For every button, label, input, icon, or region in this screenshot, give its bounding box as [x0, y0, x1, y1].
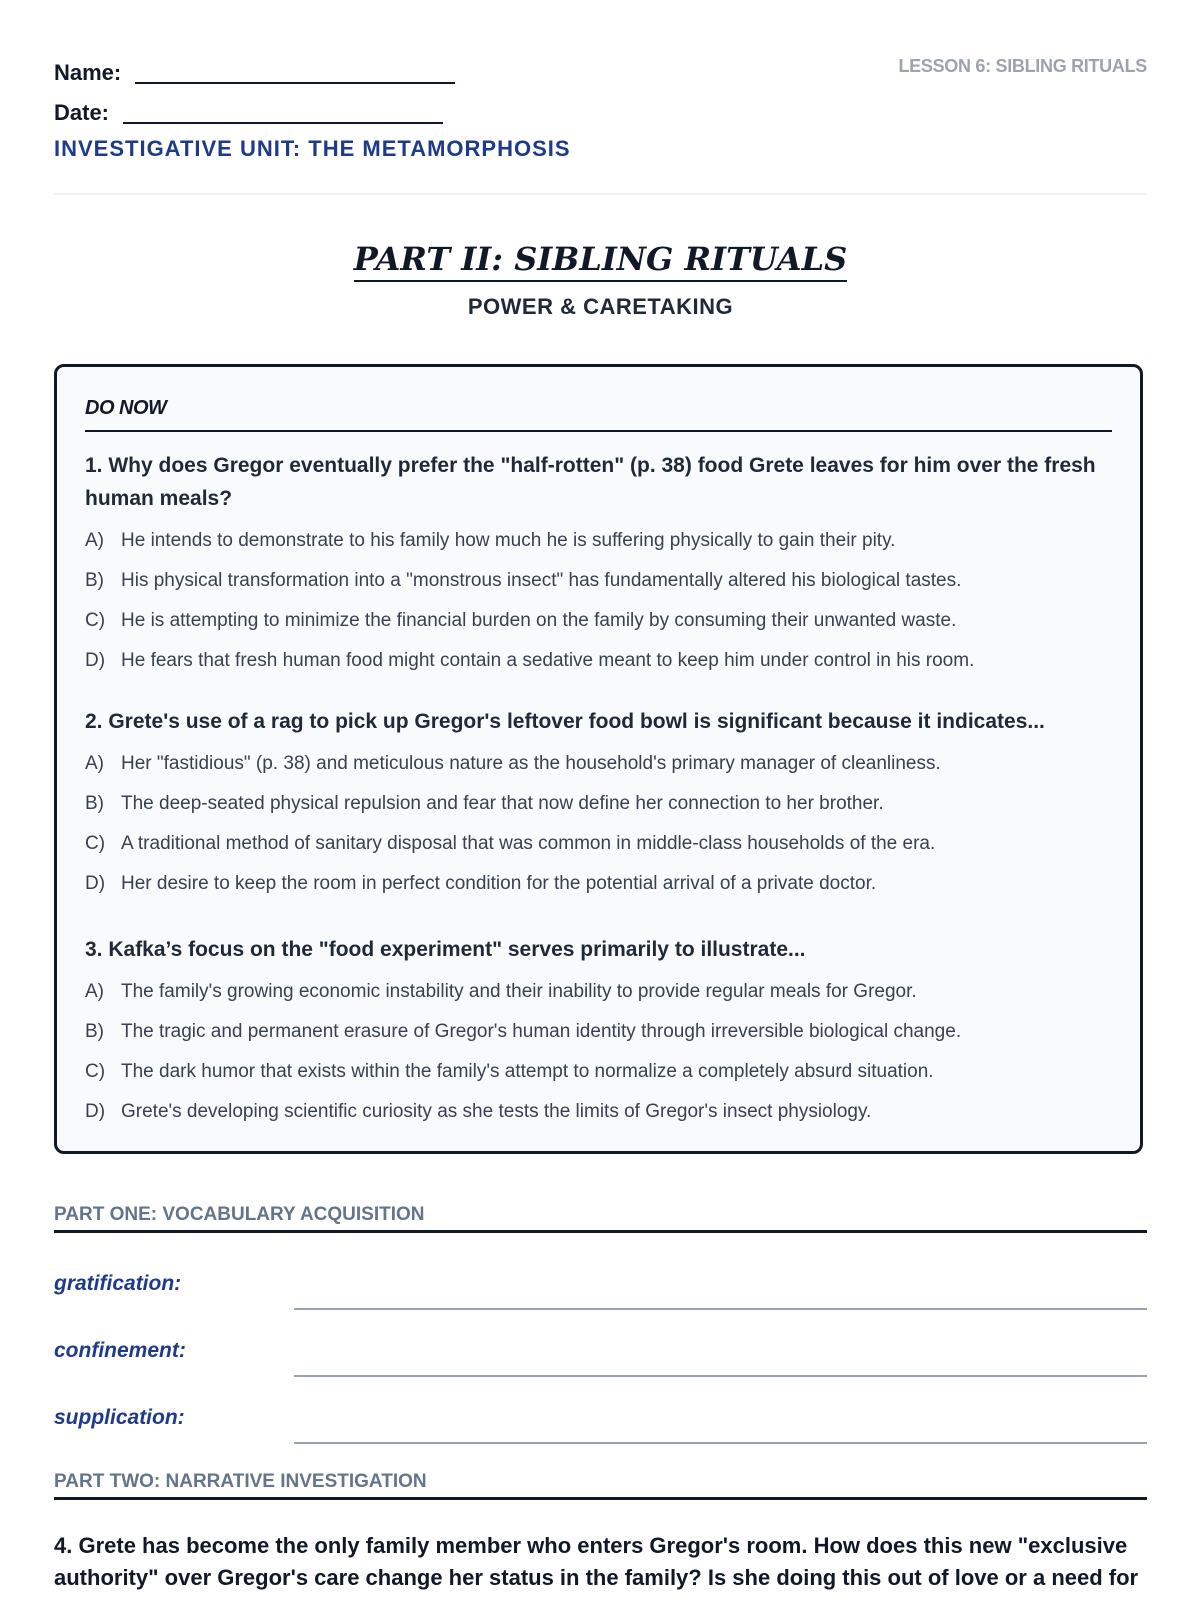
option-letter: D) [85, 1101, 106, 1122]
option-text: He intends to demonstrate to his family how much he is suffering physically to gain their pity. [121, 530, 896, 551]
page-title-text: PART II: SIBLING RITUALS [354, 240, 847, 282]
option-letter: A) [85, 530, 104, 551]
name-field-row [54, 54, 455, 86]
name-blank-line[interactable] [135, 54, 455, 84]
question-2-option-b[interactable] [85, 784, 1115, 824]
vocab-term: supplication: [54, 1406, 185, 1429]
do-now-heading: DO NOW [85, 397, 1112, 432]
option-letter: C) [85, 610, 106, 631]
vocab-row-confinement [54, 1329, 1147, 1379]
date-field-row [54, 94, 443, 126]
part-one-heading: PART ONE: VOCABULARY ACQUISITION [54, 1204, 1147, 1233]
option-letter: C) [85, 1061, 106, 1082]
vocab-answer-line[interactable] [294, 1308, 1147, 1310]
option-text: The dark humor that exists within the family's attempt to normalize a completely absurd situation. [121, 1061, 934, 1082]
option-letter: C) [85, 833, 106, 854]
option-text: The tragic and permanent erasure of Gregor's human identity through irreversible biological change. [121, 1021, 962, 1042]
option-text: The deep-seated physical repulsion and fear that now define her connection to her brother. [121, 793, 884, 814]
option-letter: B) [85, 793, 104, 814]
question-2-option-a[interactable] [85, 744, 1115, 784]
vocab-answer-line[interactable] [294, 1375, 1147, 1377]
option-letter: A) [85, 981, 104, 1002]
date-blank-line[interactable] [123, 94, 443, 124]
question-1 [85, 449, 1115, 681]
option-letter: B) [85, 1021, 104, 1042]
option-text: Grete's developing scientific curiosity as she tests the limits of Gregor's insect physiology. [121, 1101, 872, 1122]
question-2-option-c[interactable] [85, 824, 1115, 864]
question-1-option-c[interactable] [85, 601, 1115, 641]
question-3 [85, 933, 1115, 1132]
option-text: His physical transformation into a "monstrous insect" has fundamentally altered his biological tastes. [121, 570, 962, 591]
question-1-option-d[interactable] [85, 641, 1115, 681]
question-2-text: 2. Grete's use of a rag to pick up Gregor's leftover food bowl is significant because it indicates... [85, 710, 1045, 733]
part-two-heading: PART TWO: NARRATIVE INVESTIGATION [54, 1471, 1147, 1500]
question-3-option-a[interactable] [85, 972, 1115, 1012]
header-divider [54, 193, 1147, 195]
do-now-box [54, 364, 1143, 1154]
option-letter: D) [85, 650, 106, 671]
question-3-option-d[interactable] [85, 1092, 1115, 1132]
vocab-row-supplication [54, 1396, 1147, 1446]
question-1-option-b[interactable] [85, 561, 1115, 601]
vocab-row-gratification [54, 1262, 1147, 1312]
page-subtitle: POWER & CARETAKING [467, 294, 734, 319]
option-text: He fears that fresh human food might contain a sedative meant to keep him under control in his room. [121, 650, 975, 671]
page-title [54, 240, 1147, 278]
date-label: Date: [54, 100, 110, 125]
question-2 [85, 705, 1115, 904]
option-text: A traditional method of sanitary disposal that was common in middle-class households of the era. [121, 833, 936, 854]
option-text: He is attempting to minimize the financial burden on the family by consuming their unwanted waste. [121, 610, 957, 631]
question-4-text: 4. Grete has become the only family member who enters Gregor's room. How does this new "exclusive authority" over Gregor's care change her status in the family? Is she doing this out of love or a need for [54, 1533, 1139, 1590]
lesson-tag: LESSON 6: SIBLING RITUALS [898, 56, 1147, 76]
question-2-option-d[interactable] [85, 864, 1115, 904]
name-label: Name: [54, 60, 122, 85]
option-letter: B) [85, 570, 104, 591]
question-3-option-b[interactable] [85, 1012, 1115, 1052]
unit-title: INVESTIGATIVE UNIT: THE METAMORPHOSIS [54, 136, 571, 161]
question-3-option-c[interactable] [85, 1052, 1115, 1092]
vocab-term: gratification: [54, 1272, 182, 1295]
option-text: The family's growing economic instability and their inability to provide regular meals for Gregor. [121, 981, 917, 1002]
vocab-answer-line[interactable] [294, 1442, 1147, 1444]
option-letter: D) [85, 873, 106, 894]
question-1-option-a[interactable] [85, 521, 1115, 561]
option-text: Her "fastidious" (p. 38) and meticulous nature as the household's primary manager of cleanliness. [121, 753, 941, 774]
question-1-text: 1. Why does Gregor eventually prefer the "half-rotten" (p. 38) food Grete leaves for him over the fresh human meals? [85, 454, 1096, 510]
option-text: Her desire to keep the room in perfect condition for the potential arrival of a private doctor. [121, 873, 877, 894]
option-letter: A) [85, 753, 104, 774]
vocab-term: confinement: [54, 1339, 186, 1362]
question-3-text: 3. Kafka’s focus on the "food experiment" serves primarily to illustrate... [85, 938, 806, 961]
